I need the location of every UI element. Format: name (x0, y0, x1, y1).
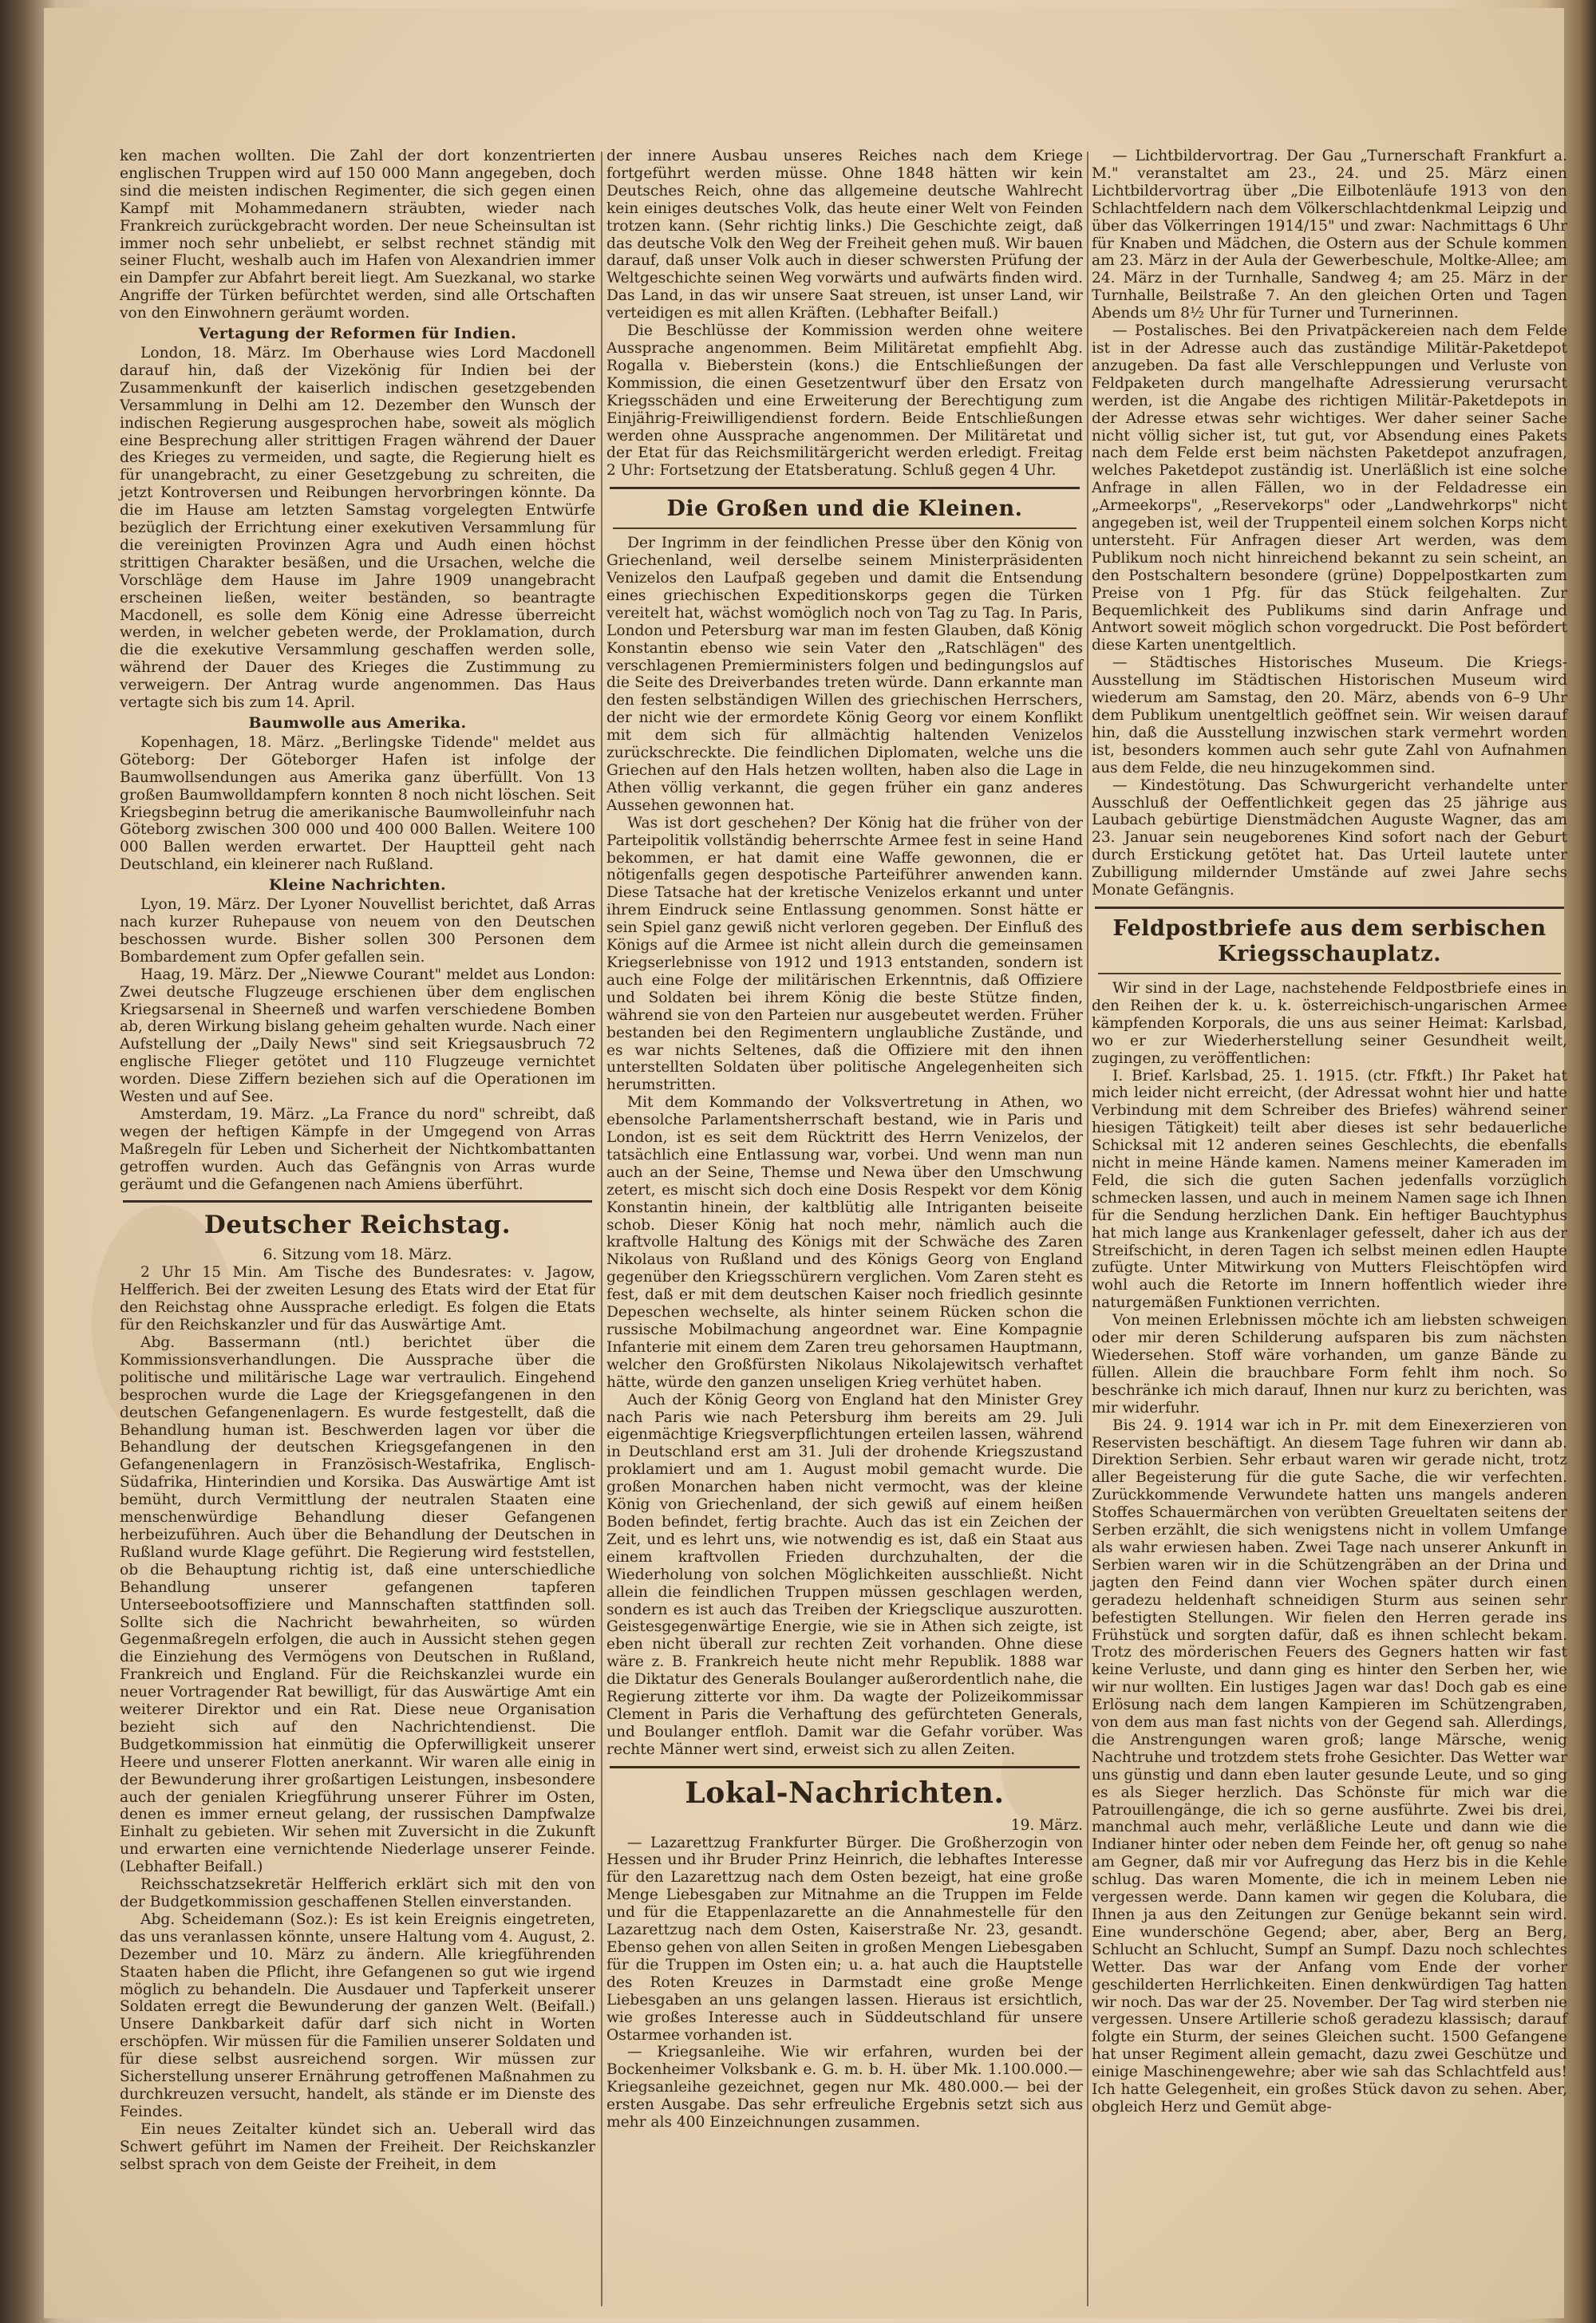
article-text: — Kriegsanleihe. Wie wir erfahren, wurden bei der Bockenheimer Volksbank e. G. m. b. H. über Mk. 1.100.000.— Kriegsanleihe gezeichnet, gegen nur Mk. 480.000.— bei der ersten Ausgabe. Das sehr erfreuliche Ergebnis setzt sich aus mehr als 400 Einzeichnungen zusammen. (606, 2044, 1083, 2131)
section-rule (1098, 973, 1561, 974)
article-heading: Vertagung der Reformen für Indien. (198, 325, 517, 343)
section-heading-grossen: Die Großen und die Kleinen. (666, 496, 1023, 522)
article-text: Die Beschlüsse der Kommission werden ohne weitere Aussprache angenommen. Beim Militäretat empfiehlt Abg. Rogalla v. Bieberstein (kons.) die Entschließungen der Kommission, die einen Gesetzentwurf über den Ersatz von Kriegsschäden und eine Erweiterung der Berechtigung zum Einjährig-Freiwilligendienst fordern. Beide Entschließungen werden ohne Aussprache angenommen. Der Militäretat und der Etat für das Reichsmilitärgericht werden erledigt. Freitag 2 Uhr: Fortsetzung der Etatsberatung. Schluß gegen 4 Uhr. (606, 322, 1083, 480)
article-text: Kopenhagen, 18. März. „Berlingske Tidende" meldet aus Göteborg: Der Göteborger Hafen ist infolge der Baumwollsendungen aus Amerika ganz überfüllt. Von 13 großen Baumwolldampfern konnten 8 noch nicht löschen. Seit Kriegsbeginn betrug die amerikanische Baumwolleinfuhr nach Göteborg zwischen 300 000 und 400 000 Ballen. Weitere 100 000 Ballen werden erwartet. Der Hauptteil geht nach Deutschland, ein kleinerer nach Rußland. (120, 733, 595, 874)
column-divider (601, 152, 602, 2306)
article-text: — Lichtbildervortrag. Der Gau „Turnerschaft Frankfurt a. M." veranstaltet am 23., 24. und 25. März einen Lichtbildervortrag über „Die Eilbotenläufe 1913 von den Schlachtfeldern nach dem Völkerschlachtdenkmal Leipzig und über das Völkerringen 1914/15" und zwar: Nachmittags 6 Uhr für Knaben und Mädchen, die Ostern aus der Schule kommen am 23. März in der Aula der Gewerbeschule, Moltke-Allee; am 24. März in der Turnhalle, Sandweg 4; am 25. März in der Turnhalle, Beilstraße 7. An den gleichen Orten und Tagen Abends um 8½ Uhr für Turner und Turnerinnen. (1092, 148, 1567, 322)
article-text: Wir sind in der Lage, nachstehende Feldpostbriefe eines in den Reihen der k. u. k. österreichisch-ungarischen Armee kämpfenden Korporals, die uns aus seiner Heimat: Karlsbad, wo er zur Wiederherstellung seiner Gesundheit weilt, zugingen, zu veröffentlichen: (1092, 979, 1567, 1067)
session-subheading: 6. Sitzung vom 18. März. (263, 1246, 452, 1264)
column-1 (120, 148, 595, 2174)
section-rule (610, 487, 1080, 489)
article-text: ken machen wollten. Die Zahl der dort konzentrierten englischen Truppen wird auf 150 000 Mann angegeben, doch sind die meisten indischen Regimenter, die sich gegen einen Kampf mit Mohammedanern sträubten, wieder nach Frankreich zurückgebracht worden. Der neue Scheinsultan ist immer noch sehr unbeliebt, er selbst rechnet ständig mit seiner Flucht, weshalb auch im Hafen von Alexandrien immer ein Dampfer zur Abfahrt bereit liegt. Am Suezkanal, wo starke Angriffe der Türken befürchtet werden, sind alle Ortschaften von den Einwohnern geräumt worden. (120, 148, 595, 322)
column-2 (606, 148, 1083, 2131)
column-3 (1092, 148, 1567, 2116)
section-rule (1095, 907, 1564, 909)
article-text: Der Ingrimm in der feindlichen Presse über den König von Griechenland, weil derselbe seinem Ministerpräsidenten Venizelos den Laufpaß gegeben und damit die Entsendung eines griechischen Expeditionskorps gegen die Türken vereitelt hat, wächst womöglich noch von Tag zu Tag. In Paris, London und Petersburg war man im festen Glauben, daß König Konstantin ebenso wie sein Vater den „Ratschlägen" des verschlagenen Premierministers folgen und bedingungslos auf die Seite des Dreiverbandes treten würde. Dann erkannte man den festen selbständigen Willen des griechischen Herrschers, der nicht wie der ermordete König Georg vor einem Konflikt mit dem sich für allmächtig haltenden Venizelos zurückschreckte. Die feindlichen Diplomaten, welche uns die Griechen auf den Hals hetzen wollten, haben also die Lage in Athen völlig verkannt, die gegen früher ein ganz anderes Aussehen gewonnen hat. (606, 535, 1083, 814)
article-heading: Baumwolle aus Amerika. (248, 714, 467, 732)
article-text: — Postalisches. Bei den Privatpäckereien nach dem Felde ist in der Adresse auch das zuständige Militär-Paketdepot anzugeben. Da fast alle Verschleppungen und Verluste von Feldpaketen durch mangelhafte Adressierung verursacht werden, ist die Angabe des richtigen Militär-Paketdepots in der Adresse etwas sehr wichtiges. Wer daher seiner Sache nicht völlig sicher ist, tut gut, vor Absendung eines Pakets nach dem Felde erst beim nächsten Paketdepot anzufragen, welches Paketdepot zuständig ist. Unerläßlich ist eine solche Anfrage in allen Fällen, wo in der Feldadresse ein „Armeekorps", „Reservekorps" oder „Landwehrkorps" nicht angegeben ist, weil der Truppenteil einem solchen Korps nicht untersteht. Für Anfragen dieser Art werden, was dem Publikum noch nicht hinreichend bekannt zu sein scheint, an den Postschaltern besondere (grüne) Doppelpostkarten zum Preise von 1 Pfg. für das Stück feilgehalten. Zur Bequemlichkeit des Publikums sind darin Anfrage und Antwort soweit möglich schon vorgedruckt. Die Post befördert diese Karten unentgeltlich. (1092, 322, 1567, 654)
article-text: Reichsschatzsekretär Helfferich erklärt sich mit den von der Budgetkommission geschaffenen Stellen einverstanden. (120, 1876, 595, 1910)
article-text: I. Brief. Karlsbad, 25. 1. 1915. (ctr. Ffkft.) Ihr Paket hat mich leider nicht erreicht, (der Adressat wohnt hier und hatte Verbindung mit dem Schreiber des Briefes) während seiner hiesigen Tätigkeit) teilt aber dieses ist sehr bedauerliche Schicksal mit 12 anderen seines Geschlechts, die ebenfalls nicht in meine Hände kamen. Namens meiner Kameraden im Feld, die sich die guten Sachen jedenfalls vorzüglich schmecken lassen, und auch in meinem Namen sage ich Ihnen für die Sendung herzlichen Dank. Ein heftiger Bauchtyphus hat mich lange aus Krankenlager gefesselt, daher ich aus der Streifschicht, in deren Tagen ich selbst meinen edlen Haupte zufügte. Unter Mitwirkung von Mutters Fleischtöpfen wird wohl auch die Retorte im Innern hoffentlich wieder ihre naturgemäßen Funktionen verrichten. (1092, 1067, 1567, 1312)
section-rule (613, 527, 1077, 529)
article-text: London, 18. März. Im Oberhause wies Lord Macdonell darauf hin, daß der Vizekönig für Indien bei der Zusammenkunft der kaiserlich indischen gesetzgebenden Versammlung in Delhi am 12. Dezember den Wunsch der indischen Regierung ausgesprochen habe, soweit als möglich eine Besprechung aller strittigen Fragen während der Dauer des Krieges zu vermeiden, und sagte, die Regierung hielt es für unangebracht, zu einer Gesetzgebung zu schreiten, die jetzt Kontroversen und Reibungen hervorbringen könnte. Da die im Hause am letzten Samstag vorgelegten Entwürfe bezüglich der Errichtung einer exekutiven Versammlung für die vereinigten Provinzen Agra und Audh einen höchst strittigen Charakter besäßen, und die Ursachen, welche die Vorschläge dem Hause im Jahre 1909 unangebracht erscheinen ließen, weiter beständen, so beantragte Macdonell, es solle dem König eine Adresse überreicht werden, in welcher gebeten werde, der Proklamation, durch die die exekutive Versammlung geschaffen werden solle, während der Dauer des Krieges die Zustimmung zu verweigern. Der Antrag wurde angenommen. Das Haus vertagte sich bis zum 14. April. (120, 344, 595, 712)
article-text: Abg. Scheidemann (Soz.): Es ist kein Ereignis eingetreten, das uns veranlassen könnte, unsere Haltung vom 4. August, 2. Dezember und 10. März zu ändern. Alle kriegführenden Staaten haben die Pflicht, ihre Gefangenen so gut wie irgend möglich zu behandeln. Die Ausdauer und Tapferkeit unserer Soldaten erregt die Bewunderung der ganzen Welt. (Beifall.) Unsere Dankbarkeit dafür darf sich nicht in Worten erschöpfen. Wir müssen für die Familien unserer Soldaten und für diese selbst ausreichend sorgen. Wir müssen zur Sicherstellung unserer Ernährung getroffenen Maßnahmen zu durchkreuzen versucht, handelt, als stände er im Dienste des Feindes. (120, 1910, 595, 2120)
article-text: Auch der König Georg von England hat den Minister Grey nach Paris wie nach Petersburg ihm bereits am 29. Juli eigenmächtige Kriegsverpflichtungen erteilen lassen, während in Deutschland erst am 31. Juli der drohende Kriegszustand proklamiert und am 1. August mobil gemacht wurde. Die großen Monarchen haben nicht vermocht, was der kleine König von Griechenland, der sich gewiß auf einem heißen Boden befindet, fertig brachte. Auch das ist ein Zeichen der Zeit, und es lehrt uns, wie notwendig es ist, daß ein Staat aus einem kraftvollen Frieden durchzuhalten, der die Wiederholung von solchen Möglichkeiten ausschließt. Nicht allein die feindlichen Truppen müssen geschlagen werden, sondern es ist auch das Treiben der Kriegsclique auszurotten. Geistesgegenwärtige Energie, wie sie in Athen sich zeigte, ist eben nicht überall zur rechten Zeit vorhanden. Ohne diese wäre z. B. Frankreich heute nicht mehr Republik. 1888 war die Diktatur des Generals Boulanger außerordentlich nahe, die Regierung zitterte vor ihm. Da wagte der Polizeikommissar Clement in Paris die Verhaftung des gefürchteten Generals, und Boulanger entfloh. Damit war die Gefahr vorüber. Was rechte Männer wert sind, erweist sich zu allen Zeiten. (606, 1391, 1083, 1758)
article-text: — Städtisches Historisches Museum. Die Kriegs-Ausstellung im Städtischen Historischen Museum wird wiederum am Samstag, den 20. März, abends von 6–9 Uhr dem Publikum unentgeltlich geöffnet sein. Wir weisen darauf hin, daß die Ausstellung inzwischen stark vermehrt worden ist, besonders kommen auch sehr gute Zahl von Aufnahmen aus dem Felde, die neu hinzugekommen sind. (1092, 654, 1567, 776)
section-rule (610, 1766, 1080, 1768)
article-text: Lyon, 19. März. Der Lyoner Nouvellist berichtet, daß Arras nach kurzer Ruhepause von neuem von den Deutschen beschossen wurde. Bisher sollen 300 Personen dem Bombardement zum Opfer gefallen sein. (120, 896, 595, 966)
article-text: Bis 24. 9. 1914 war ich in Pr. mit dem Einexerzieren von Reservisten beschäftigt. An diesem Tage fuhren wir dann ab. Direktion Serbien. Sehr erbaut waren wir gerade nicht, trotz aller Begeisterung für die gute Sache, die wir verfechten. Zurückkommende Verwundete hatten uns mangels anderen Stoffes Schauermärchen von verübten Greueltaten seitens der Serben erzählt, die sich wenigstens nicht in vollem Umfange als wahr erwiesen haben. Zwei Tage nach unserer Ankunft in Serbien waren wir in die Schützengräben an der Drina und jagten den Feind dann vier Wochen später durch einen geradezu heldenhaft schneidigen Sturm aus seinen sehr befestigten Stellungen. Wir fielen den Herren gerade ins Frühstück und sorgten dafür, daß es ihnen schlecht bekam. Trotz des mörderischen Feuers des Gegners hatten wir fast keine Verluste, und dann ging es hinter den Serben her, wie wir nur wollten. Ein lustiges Jagen war das! Doch gab es eine Erlösung nach dem langen Kampieren im Schützengraben, von dem aus man fast nichts von der Gegend sah. Allerdings, die Anstrengungen waren groß; lange Märsche, wenig Nachtruhe und trotzdem stets frohe Gesichter. Das Wetter war uns günstig und dann eben lauter gesunde Leute, und so ging es als Sieger herzlich. Das Schönste für mich war die Patrouillengänge, die ich so gerne ausführte. Zwei bis drei, manchmal auch mehr, verläßliche Leute und dann wie die Indianer hinter oder neben dem Feinde her, oft genug so nahe am Gegner, daß mir vor Aufregung das Herz bis in die Kehle schlug. Das waren Momente, die ich in meinem Leben nie vergessen werde. Dann kamen wir gegen die Kolubara, die Ihnen ja aus den Zeitungen zur Genüge bekannt sein wird. Eine wunderschöne Gegend; aber, aber, Berg an Berg, Schlucht an Schlucht, Sumpf an Sumpf. Dazu noch schlechtes Wetter. Das war der Anfang vom Ende der vorher geschilderten Herrlichkeiten. Einen denkwürdigen Tag hatten wir noch. Das war der 25. November. Der Tag wird sterben nie vergessen. Unsere Artillerie schoß geradezu klassisch; darauf folgte ein Sturm, der seines Gleichen sucht. 1500 Gefangene hat unser Regiment allein gemacht, dazu zwei Geschütze und einige Maschinengewehre; aber wie sah das Schlachtfeld aus! Ich hatte Gelegenheit, ein großes Stück davon zu sehen. Aber, obgleich Herz und Gemüt abge- (1092, 1416, 1567, 2116)
article-text: der innere Ausbau unseres Reiches nach dem Kriege fortgeführt werden müsse. Ohne 1848 hätten wir kein Deutsches Reich, ohne das allgemeine deutsche Wahlrecht kein einiges deutsches Volk, das heute einer Welt von Feinden trotzen kann. (Sehr richtig links.) Die Geschichte zeigt, daß das deutsche Volk den Weg der Freiheit gehen muß. Wir bauen darauf, daß unser Volk auch in dieser schwersten Prüfung der Weltgeschichte seinen Weg vorwärts und aufwärts finden wird. Das Land, in das wir unsere Saat streuen, ist unser Land, wir verteidigen es mit allen Kräften. (Lebhafter Beifall.) (606, 148, 1083, 322)
article-heading: Kleine Nachrichten. (268, 876, 447, 895)
section-heading-reichstag: Deutscher Reichstag. (203, 1211, 512, 1240)
article-text: Haag, 19. März. Der „Niewwe Courant" meldet aus London: Zwei deutsche Flugzeuge erschienen über dem englischen Kriegsarsenal in Sheerneß und warfen verschiedene Bomben ab, deren Wirkung bislang geheim gehalten wurde. Nach einer Aufstellung der „Daily News" sind seit Kriegsausbruch 72 englische Flieger getötet und 110 Flugzeuge vernichtet worden. Diese Ziffern beziehen sich auf die Operationen im Westen und auf See. (120, 966, 595, 1106)
section-rule (123, 1200, 592, 1203)
article-text: Amsterdam, 19. März. „La France du nord" schreibt, daß wegen der heftigen Kämpfe in der Umgegend von Arras Maßregeln für Leben und Sicherheit der Nichtkombattanten getroffen wurden. Auch das Gefängnis von Arras wurde geräumt und die Gefangenen nach Amiens überführt. (120, 1105, 595, 1193)
section-heading-feldpost: Feldpostbriefe aus dem serbischen Kriegsschauplatz. (1112, 915, 1547, 966)
article-text: Mit dem Kommando der Volksvertretung in Athen, wo ebensolche Parlamentsherrschaft bestand, wie in Paris und London, ist es seit dem Rücktritt des Herrn Venizelos, der tatsächlich eine Entlassung war, vorbei. Und wenn man nun auch an der Seine, Themse und Newa über den Umschwung zetert, es mischt sich doch eine Dosis Respekt vor dem König Konstantin hinein, der kaltblütig alle Intriganten beiseite schob. Dieser König hat noch mehr, nämlich auch die kraftvolle Haltung des Königs mit der Schwäche des Zaren Nikolaus von Rußland und des Königs Georg von England gegenüber den Kriegsschürern verglichen. Vom Zaren steht es fest, daß er mit dem deutschen Kaiser noch friedlich gesinnte Depeschen wechselte, als hinter seinem Rücken schon die russische Mobilmachung angeordnet war. Eine Kompagnie Infanterie mit einem dem Zaren treu gehorsamen Hauptmann, welcher den Großfürsten Nikolaus Nikolajewitsch verhaftet hätte, würde den ganzen unseligen Krieg verhütet haben. (606, 1094, 1083, 1391)
article-text: — Lazarettzug Frankfurter Bürger. Die Großherzogin von Hessen und ihr Bruder Prinz Heinrich, die lebhaftes Interesse für den Lazarettzug nach dem Osten bezeigt, hat eine große Menge Liebesgaben zur Mitnahme an die Truppen im Felde und für die Etappenlazarette an die Annahmestelle für den Lazarettzug nach dem Osten, Kaiserstraße Nr. 23, gesandt. Ebenso gehen von allen Seiten in großen Mengen Liebesgaben für die Truppen im Osten ein; u. a. hat auch die Hauptstelle des Roten Kreuzes in Darmstadt eine große Menge Liebesgaben an uns gelangen lassen. Hieraus ist ersichtlich, wie großes Interesse auch in Süddeutschland für unsere Ostarmee vorhanden ist. (606, 1834, 1083, 2044)
article-text: — Kindestötung. Das Schwurgericht verhandelte unter Ausschluß der Oeffentlichkeit gegen das 25 jährige aus Laubach gebürtige Dienstmädchen Auguste Wagner, das am 23. Januar sein neugeborenes Kind sofort nach der Geburt durch Erstickung getötet hat. Das Urteil lautete unter Zubilligung mildernder Umstände auf zwei Jahre sechs Monate Gefängnis. (1092, 776, 1567, 899)
section-heading-lokal: Lokal-Nachrichten. (685, 1776, 1005, 1810)
article-text: Von meinen Erlebnissen möchte ich am liebsten schweigen oder mir deren Schilderung aufsparen bis zum nächsten Wiedersehen. Stoff wäre vorhanden, um ganze Bände zu füllen. Allein die brauchbare Form fehlt ihm noch. So beschränke ich mich darauf, Ihnen nur kurz zu berichten, was mir widerfuhr. (1092, 1312, 1567, 1416)
article-text: Abg. Bassermann (ntl.) berichtet über die Kommissionsverhandlungen. Die Aussprache über die politische und militärische Lage war vertraulich. Eingehend besprochen wurde die Lage der Kriegsgefangenen in den deutschen Gefangenenlagern. Es wurde festgestellt, daß die Behandlung human ist. Beschwerden lagen vor über die Behandlung der deutschen Kriegsgefangenen in den Gefangenenlagern in Französisch-Westafrika, Englisch-Südafrika, Hinterindien und Korsika. Das Auswärtige Amt ist bemüht, durch Vermittlung der neutralen Staaten eine menschenwürdige Behandlung dieser Gefangenen herbeizuführen. Auch über die Behandlung der Deutschen in Rußland wurde Klage geführt. Die Regierung wird feststellen, ob die Behauptung richtig ist, daß eine unterschiedliche Behandlung unserer gefangenen tapferen Unterseebootsoffiziere und Mannschaften stattfinden soll. Sollte sich die Nachricht bewahrheiten, so würden Gegenmaßregeln erfolgen, die auch in Aussicht stehen gegen die Einziehung des Vermögens von Deutschen in Rußland, Frankreich und England. Für die Reichskanzlei wurde ein neuer Vortragender Rat bewilligt, für das Auswärtige Amt ein weiterer Direktor und ein Rat. Diese neue Organisation bezieht sich auf den Nachrichtendienst. Die Budgetkommission hat einmütig die Opferwilligkeit unserer Heere und unserer Flotten anerkannt. Wir waren alle einig in der Bewunderung ihrer großartigen Leistungen, insbesondere auch der genialen Kriegführung unserer Führer im Osten, denen es immer erneut gelang, der russischen Dampfwalze Einhalt zu gebieten. Wir sehen mit Zuversicht in die Zukunft und erwarten eine vernichtende Niederlage unserer Feinde. (Lebhafter Beifall.) (120, 1334, 595, 1876)
column-divider (1087, 152, 1088, 2306)
dateline: 19. März. (1010, 1816, 1083, 1834)
article-text: Was ist dort geschehen? Der König hat die früher von der Parteipolitik vollständig beherrschte Armee fest in seine Hand bekommen, er hat damit eine Waffe gewonnen, die er nötigenfalls gegen despotische Parteiführer anwenden kann. Diese Tatsache hat der kretische Venizelos erkannt und unter ihrem Eindruck seine Entlassung genommen. Sonst hätte er sein Spiel ganz gewiß nicht verloren gegeben. Der Einfluß des Königs auf die Armee ist nicht allein durch die gemeinsamen Kriegserlebnisse von 1912 und 1913 entstanden, sondern ist auch eine Folge der militärischen Erkenntnis, daß Offiziere und Soldaten bei ihrem König die beste Stütze finden, während sie von den Parteien nur ausgebeutet werden. Früher bestanden bei den Regimentern unglaubliche Zustände, und es war nichts Seltenes, daß die Offiziere mit den ihnen unterstellten Soldaten über politische Angelegenheiten sich herumstritten. (606, 814, 1083, 1094)
article-text: Ein neues Zeitalter kündet sich an. Ueberall wird das Schwert geführt im Namen der Freiheit. Der Reichskanzler selbst sprach von dem Geiste der Freiheit, in dem (120, 2120, 595, 2173)
article-text: 2 Uhr 15 Min. Am Tische des Bundesrates: v. Jagow, Helfferich. Bei der zweiten Lesung des Etats wird der Etat für den Reichstag ohne Aussprache erledigt. Es folgen die Etats für den Reichskanzler und für das Auswärtige Amt. (120, 1264, 595, 1334)
